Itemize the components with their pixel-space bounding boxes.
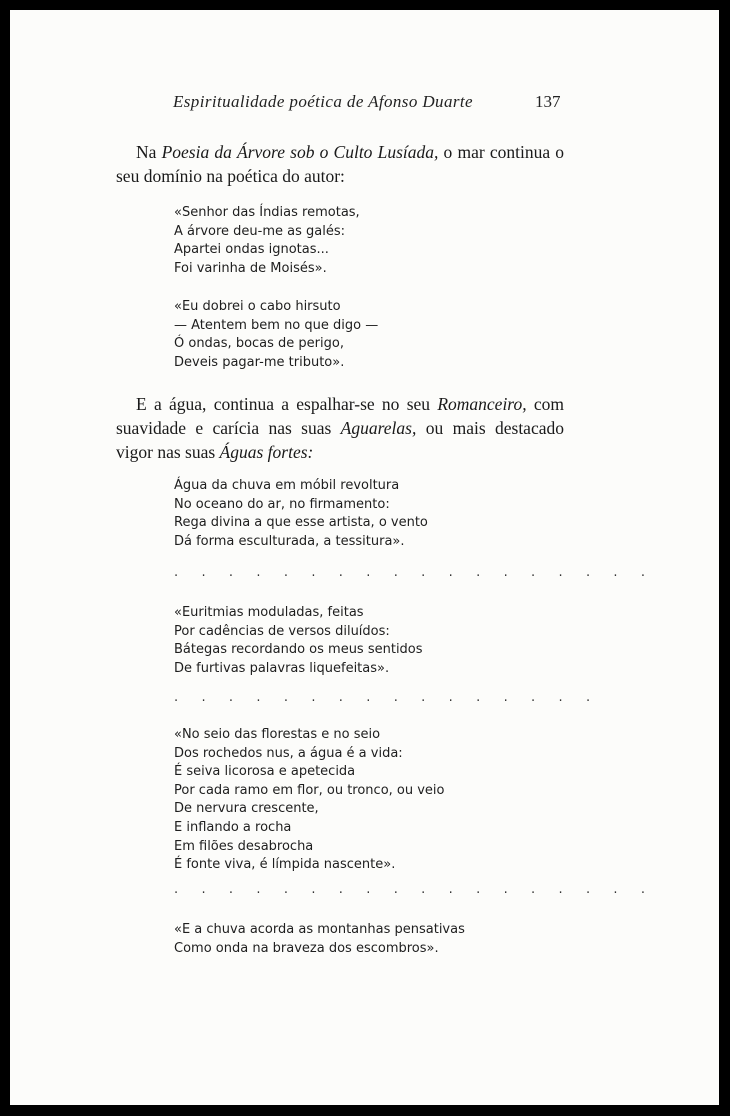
verse-line: Dos rochedos nus, a água é a vida:	[174, 745, 403, 761]
verse-line: No oceano do ar, no firmamento:	[174, 496, 390, 512]
verse-line: Foi varinha de Moisés».	[174, 260, 327, 276]
verse-line: Em filões desabrocha	[174, 838, 314, 854]
verse-line: Ó ondas, bocas de perigo,	[174, 336, 344, 352]
paragraph-text: Na	[136, 142, 162, 162]
page-number: 137	[535, 92, 561, 111]
work-title: Romanceiro,	[437, 394, 527, 414]
verse-line: Por cadências de versos diluídos:	[174, 623, 390, 639]
stanza-1	[174, 204, 534, 278]
paragraph-text: E a água, continua a espalhar-se no seu	[136, 394, 438, 414]
ellipsis-divider: . . . . . . . . . . . . . . . .	[174, 690, 600, 705]
paragraph-2	[116, 392, 564, 464]
verse-line: A árvore deu-me as galés:	[174, 223, 345, 239]
verse-line: De furtivas palavras liquefeitas».	[174, 660, 390, 676]
verse-line: É fonte viva, é límpida nascente».	[174, 857, 396, 873]
verse-line: Dá forma esculturada, a tessitura».	[174, 533, 405, 549]
verse-line: De nervura crescente,	[174, 801, 319, 817]
page-header	[10, 92, 719, 114]
verse-line: «Senhor das Índias remotas,	[174, 205, 360, 220]
ellipsis-divider: . . . . . . . . . . . . . . . . . .	[174, 882, 655, 897]
verse-line: «Euritmias moduladas, feitas	[174, 605, 364, 620]
stanza-6	[174, 921, 534, 958]
verse-line: Como onda na braveza dos escombros».	[174, 940, 439, 956]
verse-line: — Atentem bem no que digo —	[174, 317, 379, 333]
paragraph-text: o mar continua o seu domínio na poética do autor:	[116, 142, 565, 186]
verse-line: «E a chuva acorda as montanhas pensativas	[174, 922, 465, 937]
verse-line: «No seio das florestas e no seio	[174, 727, 381, 742]
stanza-3	[174, 477, 534, 551]
verse-line: Rega divina a que esse artista, o vento	[174, 515, 428, 531]
verse-line: É seiva licorosa e apetecida	[174, 764, 356, 780]
verse-line: E inflando a rocha	[174, 819, 292, 835]
paragraph-text: com suavidade e carícia nas suas	[116, 394, 565, 438]
verse-line: Deveis pagar-me tributo».	[174, 354, 345, 370]
stanza-4	[174, 604, 534, 678]
work-title: Águas fortes:	[219, 442, 314, 462]
verse-line: Apartei ondas ignotas...	[174, 242, 329, 258]
verse-line: Água da chuva em móbil revoltura	[174, 478, 400, 493]
ellipsis-divider: . . . . . . . . . . . . . . . . . .	[174, 565, 655, 580]
stanza-5	[174, 726, 534, 875]
verse-line: Bátegas recordando os meus sentidos	[174, 642, 423, 658]
verse-line: «Eu dobrei o cabo hirsuto	[174, 299, 341, 314]
stanza-2	[174, 298, 534, 372]
work-title: Aguarelas,	[340, 418, 417, 438]
book-page	[10, 10, 719, 1105]
paragraph-text: ou mais destacado vigor nas suas	[116, 418, 564, 462]
work-title: Poesia da Árvore sob o Culto Lusíada,	[161, 142, 439, 162]
running-title: Espiritualidade poética de Afonso Duarte	[173, 92, 473, 111]
verse-line: Por cada ramo em flor, ou tronco, ou veio	[174, 782, 445, 798]
paragraph-1	[116, 140, 564, 188]
